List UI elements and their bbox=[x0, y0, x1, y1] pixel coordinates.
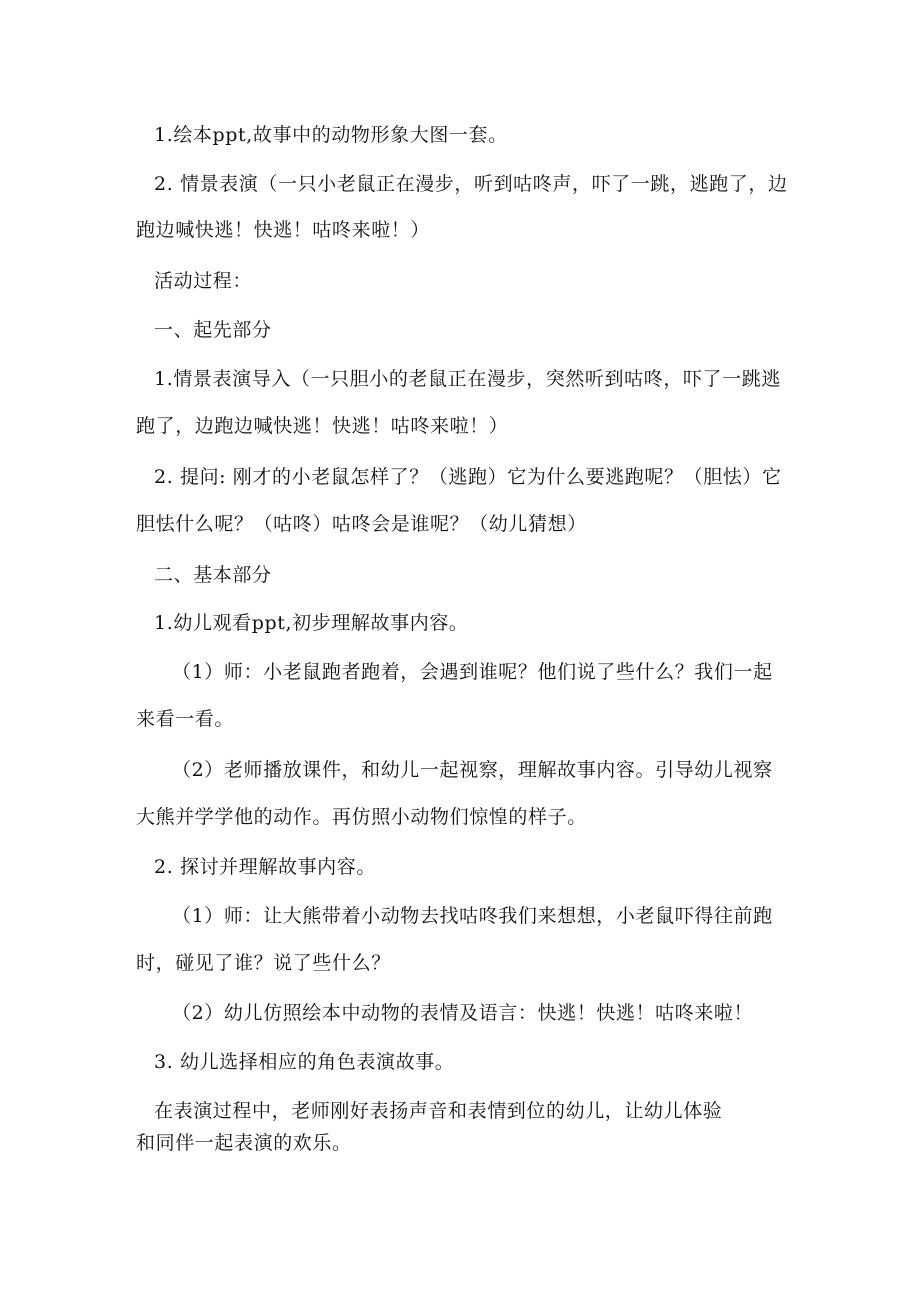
text-line: 一、起先部分 bbox=[154, 319, 272, 341]
text-line: 1.绘本ppt,故事中的动物形象大图一套。 bbox=[154, 124, 508, 146]
text-line: 在表演过程中，老师刚好表扬声音和表情到位的幼儿，让幼儿体验 bbox=[154, 1100, 723, 1122]
text-line: 2. 情景表演（一只小老鼠正在漫步，听到咕咚声，吓了一跳，逃跑了，边 bbox=[154, 173, 788, 195]
text-line: 二、基本部分 bbox=[154, 564, 272, 586]
text-line: 跑了，边跑边喊快逃！快逃！咕咚来啦！） bbox=[136, 415, 509, 437]
text-line: （2）老师播放课件，和幼儿一起视察，理解故事内容。引导幼儿视察 bbox=[172, 759, 773, 781]
text-line: 时，碰见了谁？说了些什么？ bbox=[136, 952, 391, 974]
text-line: 胆怯什么呢？（咕咚）咕咚会是谁呢？（幼儿猜想） bbox=[136, 513, 587, 535]
text-line: 3. 幼儿选择相应的角色表演故事。 bbox=[154, 1051, 455, 1073]
text-line: （1）师：让大熊带着小动物去找咕咚我们来想想，小老鼠吓得往前跑 bbox=[172, 905, 773, 927]
text-line: 活动过程： bbox=[154, 270, 253, 292]
text-line: 2. 提问: 刚才的小老鼠怎样了？（逃跑）它为什么要逃跑呢？（胆怯）它 bbox=[154, 466, 782, 488]
text-line: 和同伴一起表演的欢乐。 bbox=[136, 1132, 352, 1154]
text-line: 1.情景表演导入（一只胆小的老鼠正在漫步，突然听到咕咚，吓了一跳逃 bbox=[154, 368, 781, 390]
text-line: （1）师：小老鼠跑者跑着，会遇到谁呢？他们说了些什么？我们一起 bbox=[172, 661, 773, 683]
text-line: 跑边喊快逃！快逃！咕咚来啦！） bbox=[136, 219, 431, 241]
text-line: 2. 探讨并理解故事内容。 bbox=[154, 856, 376, 878]
text-line: 大熊并学学他的动作。再仿照小动物们惊惶的样子。 bbox=[136, 806, 587, 828]
text-line: 来看一看。 bbox=[136, 708, 235, 730]
text-line: 1.幼儿观看ppt,初步理解故事内容。 bbox=[154, 612, 469, 634]
text-line: （2）幼儿仿照绘本中动物的表情及语言：快逃！快逃！咕咚来啦！ bbox=[172, 1002, 754, 1024]
